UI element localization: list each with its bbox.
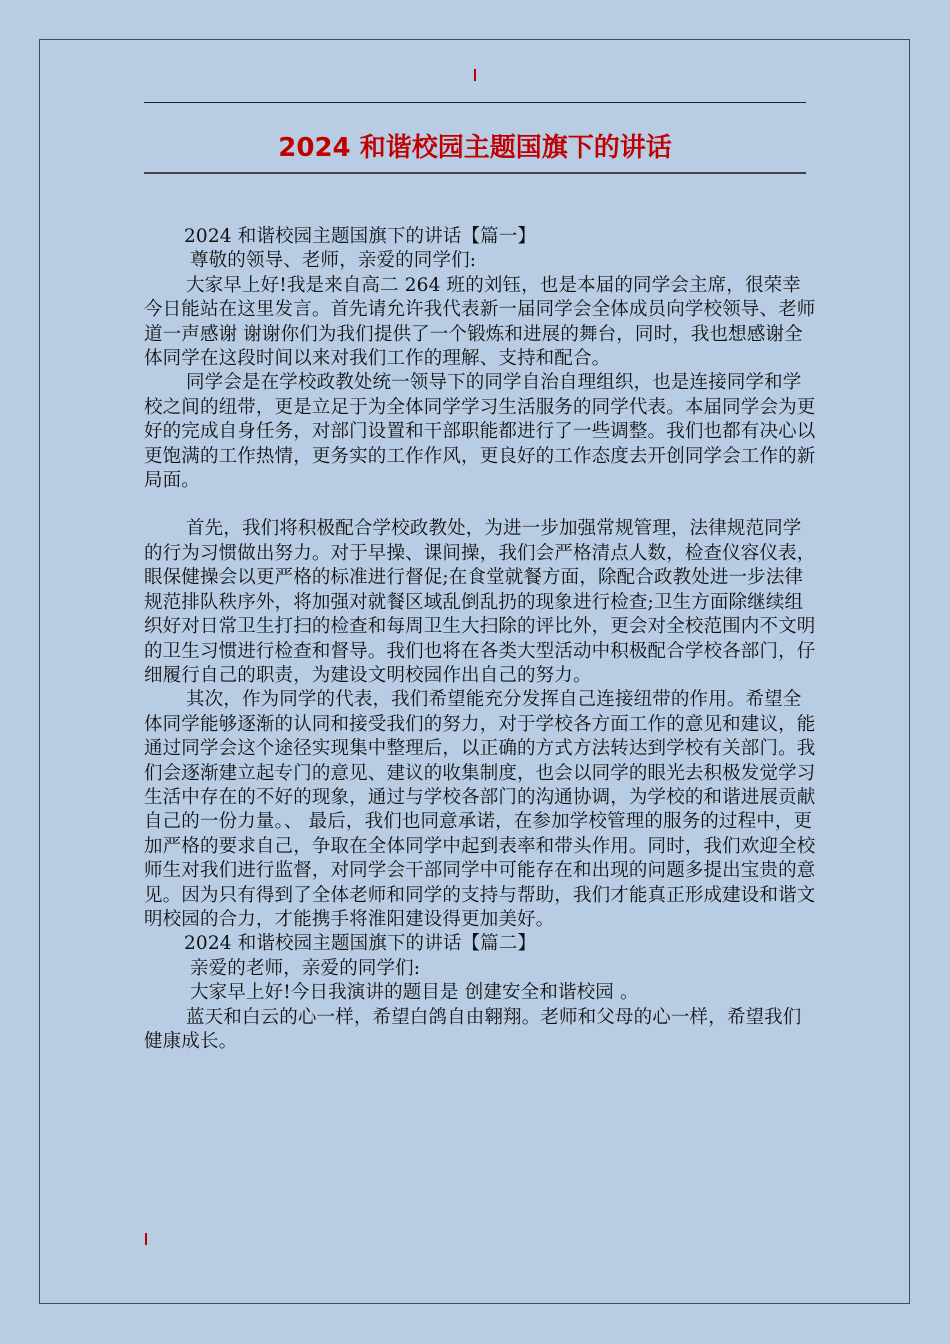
paragraph: 蓝天和白云的心一样，希望白鸽自由翱翔。老师和父母的心一样，希望我们健康成长。 [144,1006,802,1052]
blank-line [144,493,816,517]
paragraph: 其次，作为同学的代表，我们希望能充分发挥自己连接纽带的作用。希望全体同学能够逐渐的认同和接受我们的努力，对于学校各方面工作的意见和建议，能通过同学会这个途径实现集中整理后，以正确的方式方法转达到学校有关部门。我们会逐渐建立起专门的意见、建议的收集制度，也会以同学的眼光去积极发觉学习生活中存在的不好的现象，通过与学校各部门的沟通协调，为学校的和谐进展贡献自己的一份力量。、 最后，我们也同意承诺，在参加学校管理的服务的过程中，更加严格的要求自己，争取在全体同学中起到表率和带头作用。同时，我们欢迎全校师生对我们进行监督，对同学会干部同学中可能存在和出现的问题多提出宝贵的意见。因为只有得到了全体老师和同学的支持与帮助，我们才能真正形成建设和谐文明校园的合力，才能携手将淮阳建设得更加美好。 [144,689,816,930]
salutation-1: 尊敬的领导、老师，亲爱的同学们: [190,250,477,272]
header-mark [474,69,476,81]
paragraph: 首先，我们将积极配合学校政教处，为进一步加强常规管理，法律规范同学的行为习惯做出努力。对于早操、课间操，我们会严格清点人数，检查仪容仪表，眼保健操会以更严格的标准进行督促;在食堂就餐方面，除配合政教处进一步法律规范排队秩序外，将加强对就餐区域乱倒乱扔的现象进行检查;卫生方面除继续组织好对日常卫生打扫的检查和每周卫生大扫除的评比外，更会对全校范围内不文明的卫生习惯进行检查和督导。我们也将在各类大型活动中积极配合学校各部门，仔细履行自己的职责，为建设文明校园作出自己的努力。 [144,518,816,686]
paragraph: 大家早上好!我是来自高二 264 班的刘钰，也是本届的同学会主席，很荣幸今日能站在这里发言。首先请允许我代表新一届同学会全体成员向学校领导、老师道一声感谢 谢谢你们为我们提供了一个锻炼和进展的舞台，同时，我也想感谢全体同学在这段时间以来对我们工作的理解、支持和配合。 [144,274,816,370]
section-heading-1: 2024 和谐校园主题国旗下的讲话【篇一】 [184,226,537,247]
paragraph: 大家早上好!今日我演讲的题目是 创建安全和谐校园 。 [190,982,639,1004]
salutation-2: 亲爱的老师，亲爱的同学们: [190,957,421,979]
page-title: 2024 和谐校园主题国旗下的讲话 [278,133,672,163]
section-heading-2: 2024 和谐校园主题国旗下的讲话【篇二】 [184,933,537,955]
footer-mark [145,1233,147,1245]
document-body [144,225,816,1054]
title-rule [144,172,806,174]
paragraph: 同学会是在学校政教处统一领导下的同学自治自理组织，也是连接同学和学校之间的纽带，更是立足于为全体同学学习生活服务的同学代表。本届同学会为更好的完成自身任务，对部门设置和干部职能都进行了一些调整。我们也都有决心以更饱满的工作热情，更务实的工作作风，更良好的工作态度去开创同学会工作的新局面。 [144,372,816,492]
header-rule [144,102,806,103]
